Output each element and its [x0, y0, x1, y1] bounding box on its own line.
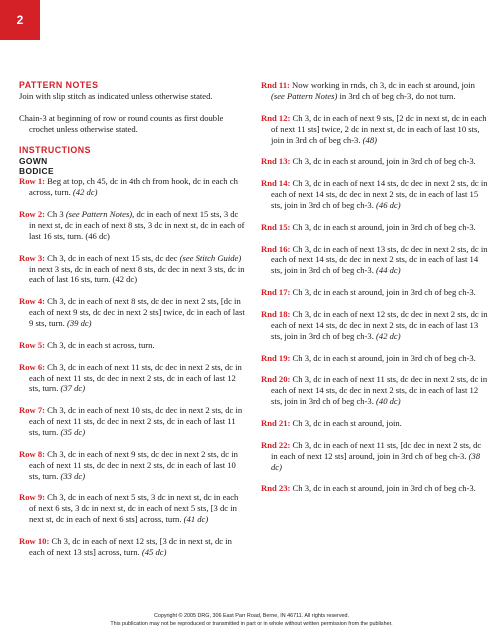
instruction-row: [261, 418, 488, 429]
row-label: Rnd 15:: [261, 221, 291, 232]
instruction-row: [261, 287, 488, 298]
instruction-row: [19, 340, 247, 351]
row-note: (33 dc): [60, 470, 86, 481]
row-text: Ch 3, dc in each of next 15 sts, dc dec: [45, 252, 180, 263]
instruction-row: [19, 209, 247, 242]
row-text: Beg at top, ch 45, dc in 4th ch from hook, dc in each ch across, turn.: [29, 176, 238, 198]
row-text-continued: , dc in each of next 15 sts, 3 dc in next st, dc in each of next 8 sts, 3 dc in next st, dc in each of last 16 sts, turn. (46 dc): [29, 209, 245, 241]
row-text: Ch 3, dc in each of next 10 sts, dc dec in next 2 sts, dc in each of next 11 sts, dc dec in next 2 sts, dc in each of last 11 sts, turn.: [29, 405, 243, 438]
row-label: Rnd 14:: [261, 178, 291, 189]
row-text: Ch 3, dc in each of next 11 sts, dc dec in next 2 sts, dc in each of next 11 sts, dc dec in next 2 sts, dc in each of last 12 sts, turn.: [29, 361, 242, 394]
instruction-row: [19, 536, 247, 558]
instruction-row: [19, 362, 247, 395]
row-text: Ch 3, dc in each of next 13 sts, dc dec in next 2 sts, dc in each of next 14 sts, dc dec in next 2 sts, dc in each of last 14 sts, join in 3rd ch of beg ch-3.: [271, 243, 488, 276]
row-text: Now working in rnds, ch 3, dc in each st around, join: [289, 80, 475, 90]
row-note: (see Pattern Notes): [271, 90, 338, 101]
row-note: (46 dc): [376, 199, 401, 210]
row-text-continued: in next 3 sts, dc in each of next 8 sts, dc dec in next 3 sts, dc in each of last 16 sts, turn. (42 dc): [29, 263, 245, 285]
permission-line: This publication may not be reproduced or transmitted in part or in whole without written permission from the publisher.: [110, 621, 393, 627]
instruction-row: [261, 113, 488, 146]
instruction-row: [261, 156, 488, 167]
row-label: Rnd 19:: [261, 352, 291, 363]
row-label: Rnd 20:: [261, 374, 291, 385]
row-text: Ch 3, dc in each st around, join in 3rd ch of beg ch-3.: [290, 352, 476, 363]
instruction-row: [261, 80, 488, 102]
row-label: Row 5:: [19, 339, 46, 350]
row-note: (38 dc): [271, 450, 481, 472]
page-number-tab: [0, 0, 40, 40]
page-number: 2: [16, 13, 24, 27]
instruction-row: [261, 309, 488, 342]
instruction-row: [261, 483, 488, 494]
row-label: Row 8:: [19, 448, 46, 459]
row-label: Rnd 23:: [261, 483, 291, 494]
row-text: Ch 3, dc in each of next 8 sts, dc dec in next 2 sts, [dc in each of next 9 sts, dc dec in next 2 sts] twice, dc in each of last 9 sts, turn.: [29, 296, 245, 329]
pattern-note-1: Join with slip stitch as indicated unless otherwise stated.: [19, 90, 213, 101]
instructions-heading: INSTRUCTIONS: [19, 145, 91, 156]
row-note: (42 dc): [72, 187, 98, 198]
row-label: Row 6:: [19, 361, 46, 372]
row-label: Row 10:: [19, 536, 50, 547]
row-note: (45 dc): [141, 546, 167, 557]
row-note: (41 dc): [183, 514, 209, 525]
item-heading: GOWN: [19, 156, 48, 167]
row-text: Ch 3: [45, 209, 66, 220]
row-label: Row 2:: [19, 209, 46, 220]
row-label: Rnd 11:: [261, 80, 290, 90]
instruction-row: [261, 244, 488, 277]
row-text: Ch 3, dc in each of next 12 sts, dc dec in next 2 sts, dc in each of next 14 sts, dc dec in next 2 sts, dc in each of last 13 sts, join in 3rd ch of beg ch-3.: [271, 308, 488, 341]
section-heading: BODICE: [19, 166, 54, 177]
row-label: Row 1:: [19, 176, 46, 187]
instruction-row: [19, 405, 247, 438]
instruction-row: [261, 440, 488, 473]
row-label: Row 4:: [19, 296, 46, 307]
row-note: (42 dc): [376, 330, 401, 341]
row-label: Rnd 21:: [261, 417, 291, 428]
row-label: Rnd 16:: [261, 243, 291, 254]
instruction-row: [261, 222, 488, 233]
row-note: (35 dc): [60, 427, 86, 438]
row-text-continued: in 3rd ch of beg ch-3, do not turn.: [337, 90, 456, 101]
instruction-row: [19, 296, 247, 329]
pattern-notes-heading: PATTERN NOTES: [19, 80, 99, 90]
row-note: (44 dc): [376, 265, 401, 276]
row-text: Ch 3, dc in each st around, join in 3rd ch of beg ch-3.: [290, 483, 476, 494]
left-column: [19, 80, 247, 569]
left-rows-list: [19, 176, 247, 558]
row-text: Ch 3, dc in each of next 11 sts, [dc dec in next 2 sts, dc in each of next 12 sts] around, join in 3rd ch of beg ch-3.: [271, 439, 482, 461]
right-rows-list: [261, 80, 488, 494]
instruction-row: [19, 253, 247, 286]
row-label: Rnd 22:: [261, 439, 291, 450]
row-text: Ch 3, dc in each st around, join.: [290, 417, 402, 428]
instruction-row: [19, 492, 247, 525]
row-note: (39 dc): [66, 318, 92, 329]
row-note: (see Pattern Notes): [65, 209, 133, 220]
row-text: Ch 3, dc in each st around, join in 3rd ch of beg ch-3.: [290, 221, 476, 232]
right-column: [261, 80, 488, 505]
pattern-note-2: Chain-3 at beginning of row or round counts as first double crochet unless otherwise stated.: [19, 112, 224, 134]
row-note: (37 dc): [60, 383, 86, 394]
row-text: Ch 3, dc in each of next 9 sts, dc dec in next 2 sts, dc in each of next 11 sts, dc dec in next 2 sts, dc in each of last 10 sts, turn.: [29, 448, 238, 481]
row-label: Rnd 17:: [261, 287, 291, 298]
instruction-row: [19, 449, 247, 482]
row-text: Ch 3, dc in each st across, turn.: [45, 339, 155, 350]
instruction-row: [261, 178, 488, 211]
instruction-row: [261, 374, 488, 407]
row-text: Ch 3, dc in each of next 12 sts, [3 dc in next st, dc in each of next 13 sts] across, turn.: [29, 536, 232, 557]
row-label: Rnd 13:: [261, 156, 291, 167]
row-label: Rnd 12:: [261, 112, 291, 123]
instruction-row: [261, 353, 488, 364]
row-text: Ch 3, dc in each of next 5 sts, 3 dc in next st, dc in each of next 6 sts, 3 dc in next st, dc in each of next 5 sts, [3 dc in next st, dc in each of next 6 sts] across, turn.: [29, 492, 239, 525]
row-text: Ch 3, dc in each st around, join in 3rd ch of beg ch-3.: [290, 287, 476, 298]
row-label: Rnd 18:: [261, 308, 291, 319]
row-note: (48): [362, 134, 377, 145]
row-label: Row 3:: [19, 252, 46, 263]
copyright-line: Copyright © 2005 DRG, 306 East Parr Road, Berne, IN 46711. All rights reserved.: [153, 613, 350, 619]
row-text: Ch 3, dc in each of next 11 sts, dc dec in next 2 sts, dc in each of next 14 sts, dc dec in next 2 sts, dc in each of last 12 sts, join in 3rd ch of beg ch-3.: [271, 374, 488, 407]
row-note: (40 dc): [376, 396, 401, 407]
row-text: Ch 3, dc in each of next 14 sts, dc dec in next 2 sts, dc in each of next 14 sts, dc dec in next 2 sts, dc in each of last 15 sts, join in 3rd ch of beg ch-3.: [271, 178, 488, 210]
row-text: Ch 3, dc in each st around, join in 3rd ch of beg ch-3.: [290, 156, 476, 167]
row-label: Row 9:: [19, 492, 46, 503]
row-label: Row 7:: [19, 405, 46, 416]
row-text: Ch 3, dc in each of next 9 sts, [2 dc in next st, dc in each of next 11 sts] twice, 2 dc in next st, dc in each of last 10 sts, join in 3rd ch of beg ch-3.: [271, 112, 487, 145]
row-note: (see Stitch Guide): [179, 252, 242, 263]
instruction-row: [19, 176, 247, 198]
